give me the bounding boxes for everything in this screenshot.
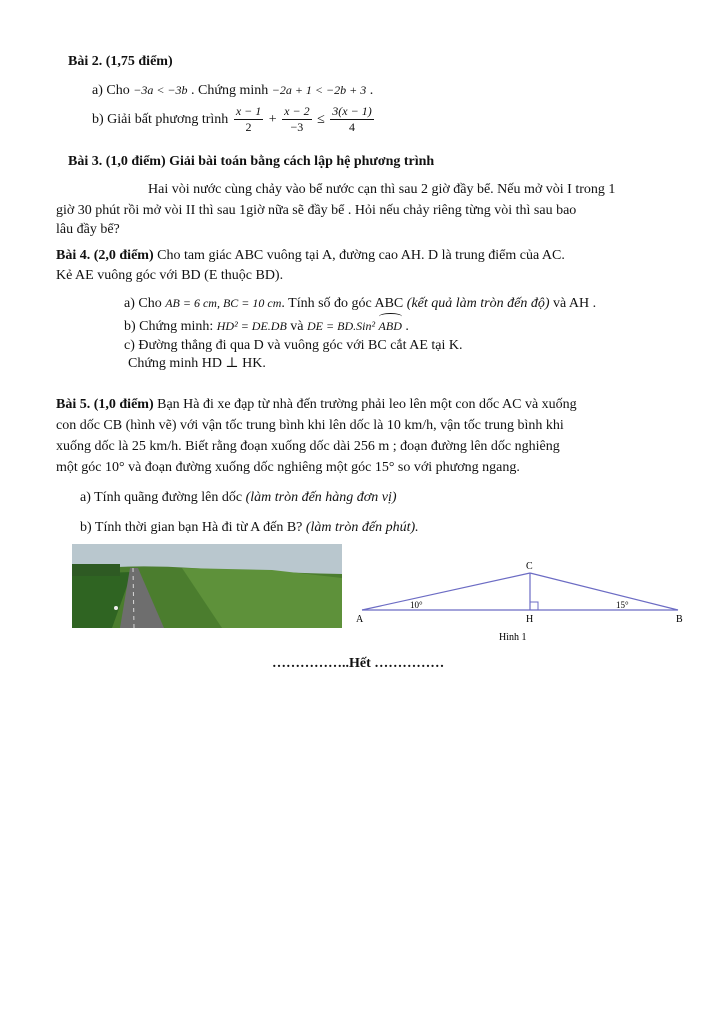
slope-cb [530,573,678,610]
fraction-2: $\frac{x - 2}{-3}$ [284,104,310,135]
bai4-c2: Chứng minh HD ⊥ HK. [128,356,266,371]
bai4-b: b) Chứng minh: HD² = DE.DB và DE = BD.Sin² ABD . [124,319,409,334]
angle-right-label: 15° [616,600,629,610]
bai5-l1: Bài 5. (1,0 điểm) Bạn Hà đi xe đạp từ nhà đến trường phải leo lên một con dốc AC và xuống [56,397,577,412]
label-b: B [676,614,683,625]
angle-left-label: 10° [410,600,423,610]
bai3-p2: giờ 30 phút rồi mở vòi II thì sau 1giờ nữa sẽ đầy bể . Hỏi nếu chảy riêng từng vòi thì sau bao [56,203,577,218]
label-c: C [526,561,533,572]
bai5-l2: con dốc CB (hình vẽ) với vận tốc trung bình khi lên dốc là 10 km/h, vận tốc trung bình khi [56,418,564,433]
bai3-p1: Hai vòi nước cùng chảy vào bể nước cạn thì sau 2 giờ đầy bể. Nếu mở vòi I trong 1 [148,182,616,197]
label-h: H [526,614,534,625]
triangle-figure [350,556,700,646]
bai5-qb: b) Tính thời gian bạn Hà đi từ A đến B? (làm tròn đến phút). [80,520,419,535]
end-marker: ……………..Hết …………… [272,656,445,671]
bai5-qa: a) Tính quãng đường lên dốc (làm tròn đến hàng đơn vị) [80,490,397,505]
bai5-l3: xuống dốc là 25 km/h. Biết rằng đoạn xuống dốc dài 256 m ; đoạn đường lên dốc nghiêng [56,439,560,454]
road-hill-photo [72,544,342,628]
bai4-c1: c) Đường thẳng đi qua D và vuông góc với BC cắt AE tại K. [124,338,463,353]
bai2-a: a) Cho −3a < −3b . Chứng minh −2a + 1 < −2b + 3 . [92,83,374,98]
figure-caption: Hình 1 [499,632,527,643]
bai3-title: Bài 3. (1,0 điểm) Giải bài toán bằng cách lập hệ phương trình [68,154,435,169]
right-angle-mark [530,602,538,610]
bai4-l1: Bài 4. (2,0 điểm) Cho tam giác ABC vuông tại A, đường cao AH. D là trung điểm của AC. [56,248,565,263]
bai5-l4: một góc 10° và đoạn đường xuống dốc nghiêng một góc 15° so với phương ngang. [56,460,520,475]
bai4-l2: Kẻ AE vuông góc với BD (E thuộc BD). [56,268,284,283]
bai2-title: Bài 2. (1,75 điểm) [68,54,173,69]
bai2-b: b) Giải bất phương trình $\frac{x - 1}{2}$ + $\frac{x - 2}{-3}$ ≤ $\frac{3(x - 1)}{4}$ [92,104,372,135]
fraction-3: $\frac{3(x - 1)}{4}$ [332,104,372,135]
arc-angle-abd: ABD [378,319,402,333]
fraction-1: $\frac{x - 1}{2}$ [235,104,262,135]
bai3-p3: lâu đầy bể? [56,222,120,237]
bai4-a: a) Cho AB = 6 cm, BC = 10 cm. Tính số đo góc ABC (kết quả làm tròn đến độ) và AH . [124,296,597,311]
label-a: A [356,614,364,625]
slope-ac [362,573,530,610]
